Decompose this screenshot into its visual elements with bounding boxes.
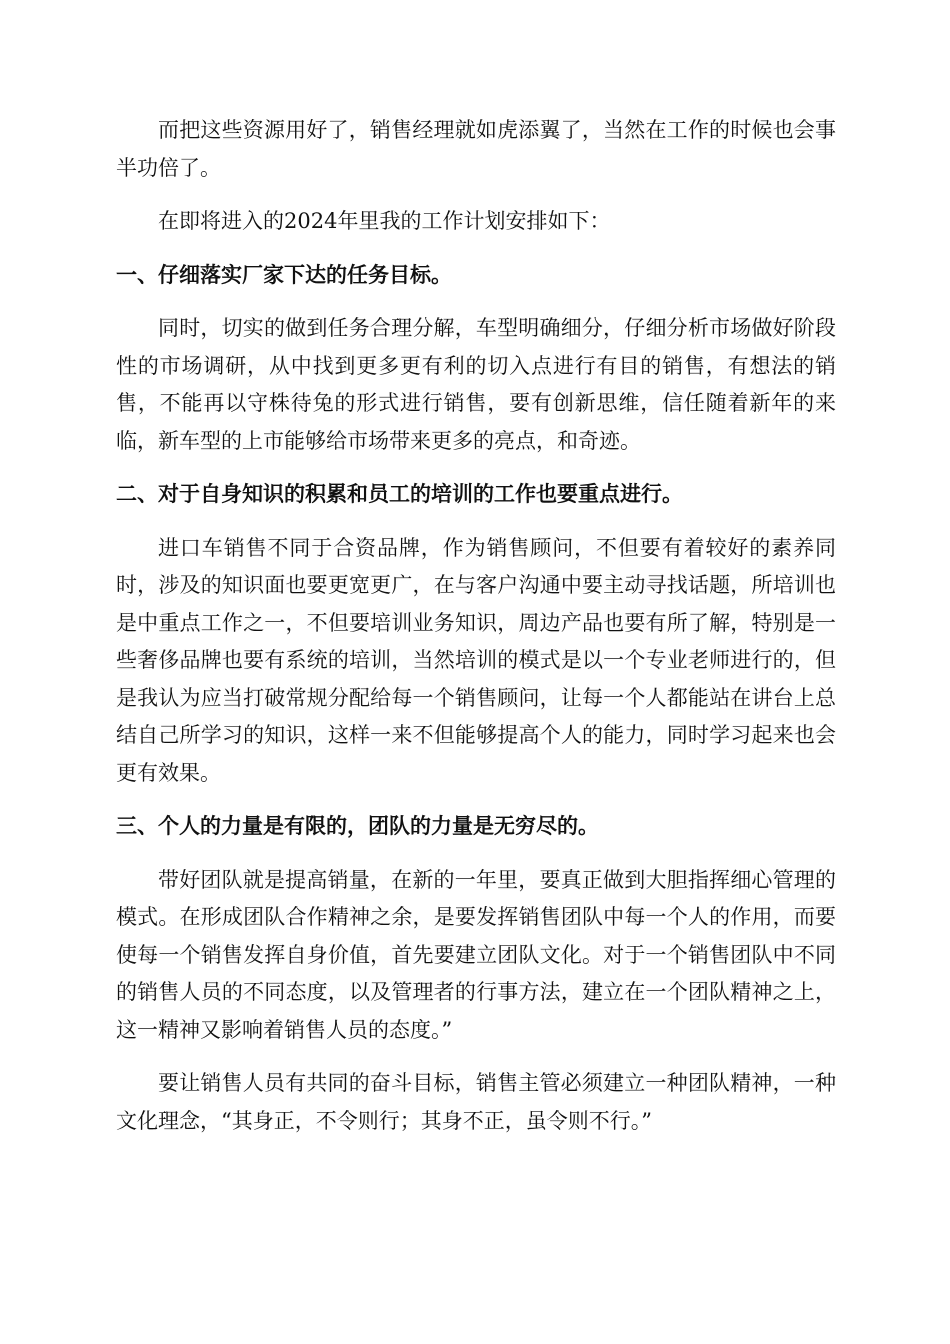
document-page	[116, 112, 836, 1156]
section-heading-3: 三、个人的力量是有限的，团队的力量是无穷尽的。	[116, 814, 599, 838]
section-heading-1: 一、仔细落实厂家下达的任务目标。	[116, 262, 452, 287]
paragraph-section-2: 进口车销售不同于合资品牌，作为销售顾问，不但要有着较好的素养同时，涉及的知识面也要更宽更广，在与客户沟通中要主动寻找话题，所培训也是中重点工作之一，不但要培训业务知识，周边产品也要有所了解，特别是一些奢侈品牌也要有系统的培训，当然培训的模式是以一个专业老师进行的，但是我认为应当打破常规分配给每一个销售顾问，让每一个人都能站在讲台上总结自己所学习的知识，这样一来不但能够提高个人的能力，同时学习起来也会更有效果。	[116, 535, 836, 785]
paragraph-section-3: 带好团队就是提高销量，在新的一年里，要真正做到大胆指挥细心管理的模式。在形成团队合作精神之余，是要发挥销售团队中每一个人的作用，而要使每一个销售发挥自身价值，首先要建立团队文化。对于一个销售团队中不同的销售人员的不同态度，以及管理者的行事方法，建立在一个团队精神之上，这一精神又影响着销售人员的态度。”	[116, 867, 836, 1042]
section-heading-2: 二、对于自身知识的积累和员工的培训的工作也要重点进行。	[116, 482, 683, 506]
paragraph-section-1: 同时，切实的做到任务合理分解，车型明确细分，仔细分析市场做好阶段性的市场调研，从中找到更多更有利的切入点进行有目的销售，有想法的销售，不能再以守株待兔的形式进行销售，要有创新思维，信任随着新年的来临，新车型的上市能够给市场带来更多的亮点，和奇迹。	[116, 316, 836, 453]
paragraph-plan-intro: 在即将进入的2024年里我的工作计划安排如下：	[158, 209, 611, 233]
paragraph-intro: 而把这些资源用好了，销售经理就如虎添翼了，当然在工作的时候也会事半功倍了。	[116, 118, 836, 180]
paragraph-section-3-cont: 要让销售人员有共同的奋斗目标，销售主管必须建立一种团队精神，一种文化理念，“其身正，不令则行；其身不正，虽令则不行。”	[116, 1071, 836, 1133]
